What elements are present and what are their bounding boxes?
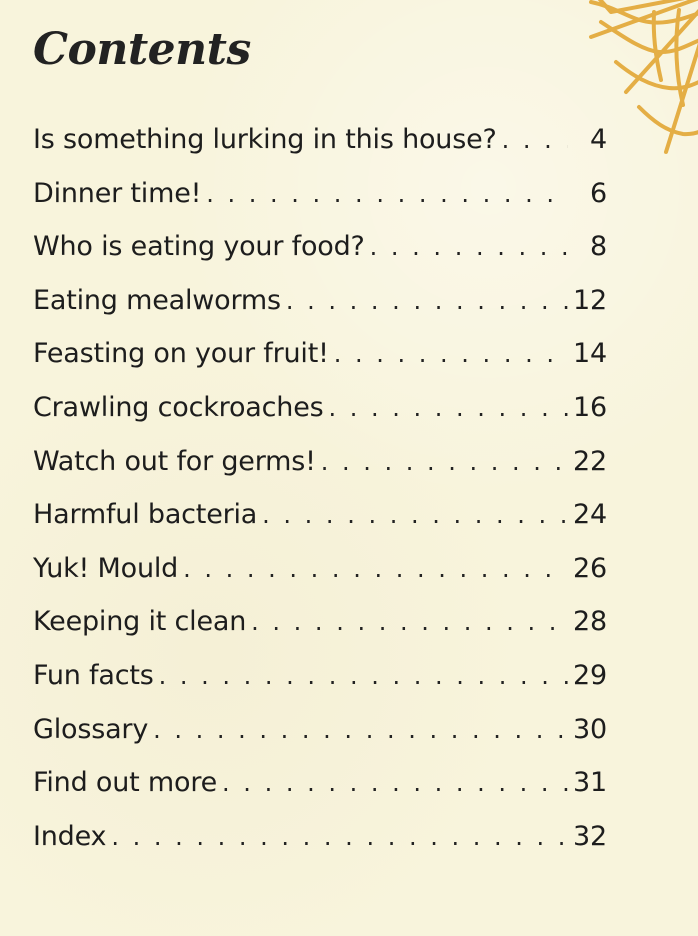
toc-page-number: 29 — [573, 659, 607, 691]
toc-entry-mould[interactable] — [33, 542, 607, 596]
toc-page-number: 12 — [573, 284, 607, 316]
dot-leader — [262, 489, 568, 543]
table-of-contents — [33, 113, 607, 863]
toc-entry-bacteria[interactable] — [33, 488, 607, 542]
toc-entry-title: Who is eating your food? — [33, 231, 365, 263]
toc-page-number: 8 — [590, 231, 607, 263]
dot-leader — [286, 275, 568, 329]
toc-entry-index[interactable] — [33, 810, 607, 864]
toc-entry-fun-facts[interactable] — [33, 649, 607, 703]
toc-entry-glossary[interactable] — [33, 703, 607, 757]
toc-entry-mealworms[interactable] — [33, 274, 607, 328]
dot-leader — [370, 221, 568, 275]
toc-entry-title: Eating mealworms — [33, 284, 281, 316]
toc-page-number: 4 — [590, 124, 607, 155]
toc-entry-title: Harmful bacteria — [33, 499, 258, 531]
dot-leader — [159, 650, 568, 704]
toc-entry-title: Crawling cockroaches — [33, 391, 324, 423]
toc-entry-cockroaches[interactable] — [33, 381, 607, 435]
toc-page-number: 28 — [573, 606, 607, 638]
toc-entry-lurking[interactable] — [33, 113, 607, 167]
toc-page-number: 16 — [573, 391, 607, 423]
toc-entry-title: Is something lurking in this house? — [33, 124, 497, 155]
toc-entry-title: Watch out for germs! — [33, 445, 316, 477]
dot-leader — [183, 543, 568, 597]
toc-page-number: 22 — [573, 445, 607, 477]
toc-page-number: 31 — [573, 767, 607, 799]
toc-entry-title: Yuk! Mould — [33, 552, 179, 584]
toc-entry-title: Find out more — [33, 767, 218, 799]
toc-page-number: 30 — [573, 713, 607, 745]
dot-leader — [321, 436, 568, 490]
toc-entry-title: Glossary — [33, 713, 149, 745]
toc-entry-who-eating[interactable] — [33, 220, 607, 274]
toc-entry-title: Index — [33, 820, 107, 852]
dot-leader — [206, 168, 568, 222]
toc-page-number: 32 — [573, 820, 607, 852]
toc-page-number: 14 — [573, 338, 607, 370]
dot-leader — [334, 328, 568, 382]
toc-entry-title: Fun facts — [33, 659, 154, 691]
toc-page-number: 24 — [573, 499, 607, 531]
dot-leader — [222, 757, 568, 811]
dot-leader — [153, 704, 568, 758]
toc-entry-fruit[interactable] — [33, 327, 607, 381]
toc-page-number: 6 — [590, 177, 607, 209]
dot-leader — [502, 114, 568, 168]
toc-entry-germs[interactable] — [33, 435, 607, 489]
toc-entry-dinner-time[interactable] — [33, 167, 607, 221]
dot-leader — [111, 811, 568, 865]
toc-entry-title: Keeping it clean — [33, 606, 247, 638]
dot-leader — [328, 382, 568, 436]
toc-page-number: 26 — [573, 552, 607, 584]
toc-entry-find-out-more[interactable] — [33, 756, 607, 810]
page-title: Contents — [33, 24, 251, 75]
dot-leader — [251, 596, 568, 650]
toc-entry-title: Feasting on your fruit! — [33, 338, 329, 370]
toc-entry-clean[interactable] — [33, 595, 607, 649]
toc-entry-title: Dinner time! — [33, 177, 202, 209]
